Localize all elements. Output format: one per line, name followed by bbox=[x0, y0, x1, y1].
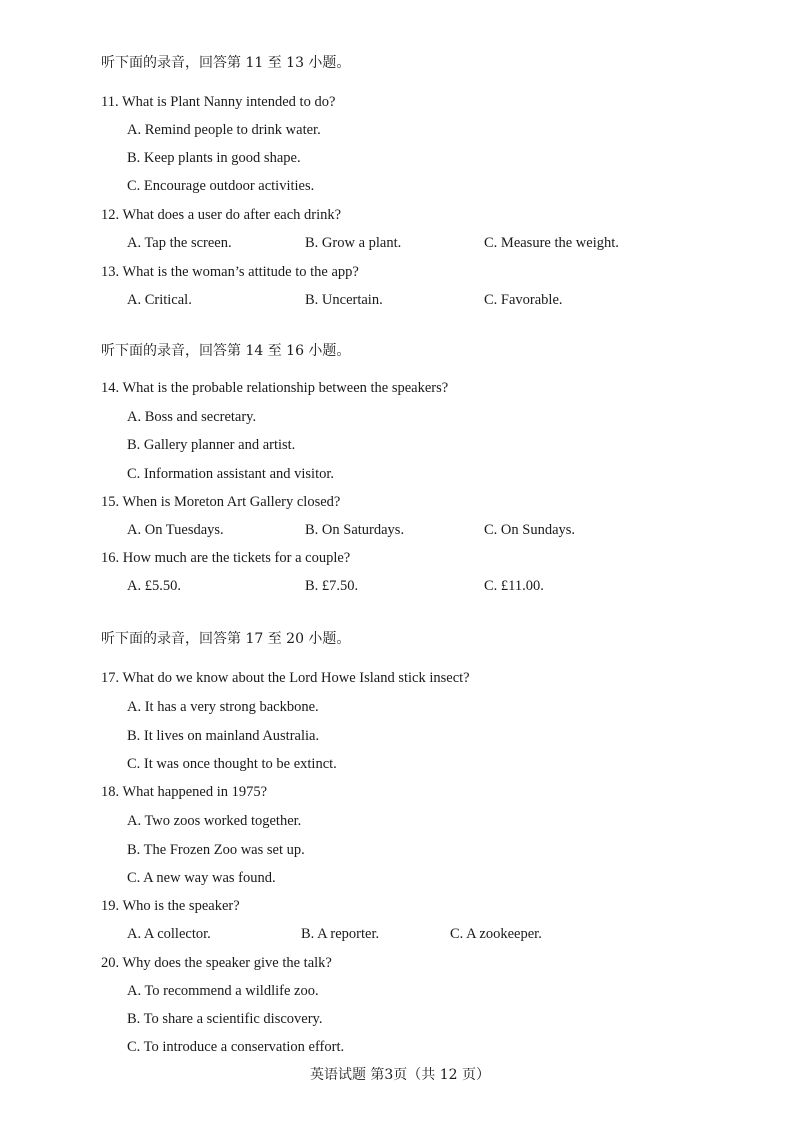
answer-option: B. The Frozen Zoo was set up. bbox=[127, 842, 305, 858]
answer-option: C. It was once thought to be extinct. bbox=[127, 756, 337, 772]
answer-option: B. On Saturdays. bbox=[305, 522, 405, 538]
question-stem: 11. What is Plant Nanny intended to do? bbox=[101, 94, 336, 110]
answer-option: C. Encourage outdoor activities. bbox=[127, 178, 315, 194]
question-stem: 20. Why does the speaker give the talk? bbox=[101, 955, 332, 971]
answer-option: B. A reporter. bbox=[301, 926, 380, 942]
answer-option: C. Favorable. bbox=[484, 292, 563, 308]
section-instruction: 听下面的录音，回答第 17 至 20 小题。 bbox=[101, 631, 351, 647]
answer-option: C. £11.00. bbox=[484, 578, 544, 594]
answer-option: A. Two zoos worked together. bbox=[127, 813, 302, 829]
answer-option: C. A new way was found. bbox=[127, 870, 276, 886]
question-stem: 19. Who is the speaker? bbox=[101, 898, 240, 914]
answer-option: B. To share a scientific discovery. bbox=[127, 1011, 323, 1027]
answer-option: B. Gallery planner and artist. bbox=[127, 437, 296, 453]
answer-option: A. Tap the screen. bbox=[127, 235, 232, 251]
answer-option: A. £5.50. bbox=[127, 578, 181, 594]
answer-option: C. To introduce a conservation effort. bbox=[127, 1039, 345, 1055]
answer-option: A. Boss and secretary. bbox=[127, 409, 257, 425]
answer-option: A. It has a very strong backbone. bbox=[127, 699, 319, 715]
answer-option: A. To recommend a wildlife zoo. bbox=[127, 983, 319, 999]
answer-option: A. Remind people to drink water. bbox=[127, 122, 321, 138]
answer-option: A. On Tuesdays. bbox=[127, 522, 224, 538]
answer-option: A. Critical. bbox=[127, 292, 192, 308]
question-stem: 18. What happened in 1975? bbox=[101, 784, 268, 800]
question-stem: 13. What is the woman’s attitude to the app? bbox=[101, 264, 359, 280]
question-stem: 17. What do we know about the Lord Howe Island stick insect? bbox=[101, 670, 470, 686]
question-stem: 12. What does a user do after each drink? bbox=[101, 207, 342, 223]
answer-option: C. On Sundays. bbox=[484, 522, 576, 538]
question-stem: 14. What is the probable relationship between the speakers? bbox=[101, 380, 449, 396]
answer-option: C. Information assistant and visitor. bbox=[127, 466, 335, 482]
answer-option: C. Measure the weight. bbox=[484, 235, 619, 251]
answer-option: B. Grow a plant. bbox=[305, 235, 402, 251]
question-stem: 15. When is Moreton Art Gallery closed? bbox=[101, 494, 341, 510]
question-stem: 16. How much are the tickets for a couple? bbox=[101, 550, 351, 566]
answer-option: B. Uncertain. bbox=[305, 292, 383, 308]
page-footer: 英语试题 第3页（共 12 页） bbox=[309, 1067, 491, 1083]
answer-option: A. A collector. bbox=[127, 926, 211, 942]
section-instruction: 听下面的录音，回答第 11 至 13 小题。 bbox=[101, 55, 351, 71]
section-instruction: 听下面的录音，回答第 14 至 16 小题。 bbox=[101, 343, 351, 359]
answer-option: B. £7.50. bbox=[305, 578, 359, 594]
answer-option: B. It lives on mainland Australia. bbox=[127, 728, 320, 744]
answer-option: B. Keep plants in good shape. bbox=[127, 150, 301, 166]
answer-option: C. A zookeeper. bbox=[450, 926, 542, 942]
